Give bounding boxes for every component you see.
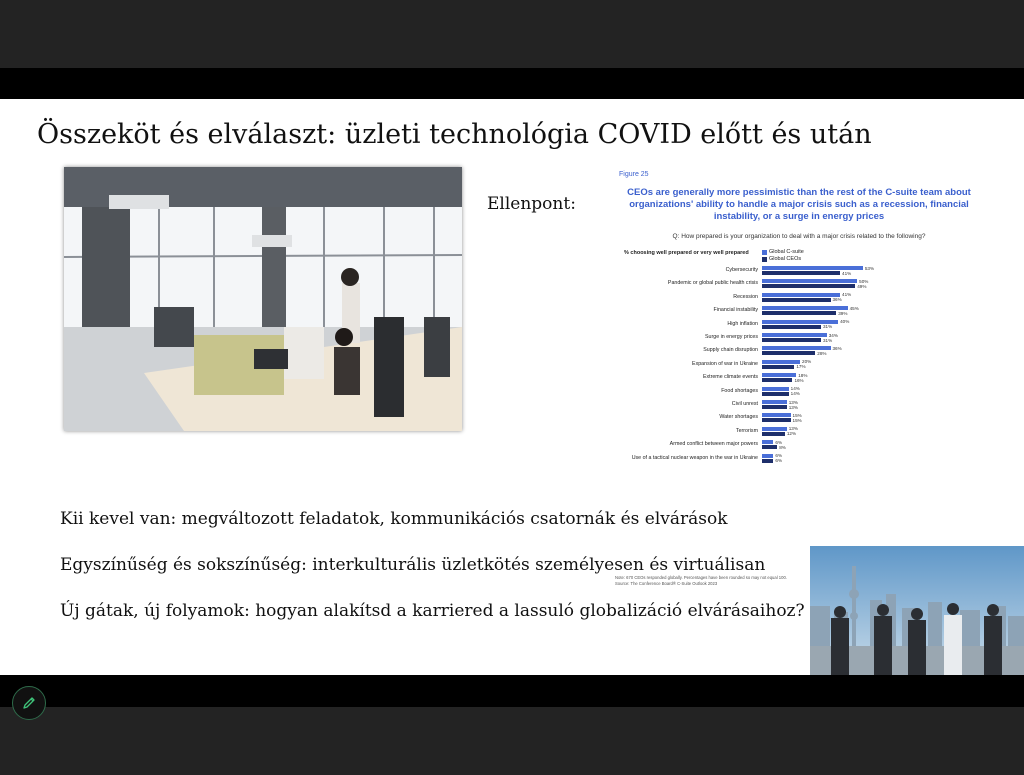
bar-value-label: 53% bbox=[864, 265, 875, 271]
bar-c-suite bbox=[762, 279, 857, 283]
bar-ceos bbox=[762, 298, 831, 302]
bar-ceos bbox=[762, 418, 791, 422]
bar-c-suite bbox=[762, 360, 800, 364]
bar-value-label: 34% bbox=[828, 332, 838, 338]
bar-c-suite bbox=[762, 266, 863, 270]
business-people-skyline-photo bbox=[810, 546, 1024, 675]
bar-c-suite bbox=[762, 320, 838, 324]
category-label: Financial instability bbox=[713, 307, 758, 314]
chart-note bbox=[615, 575, 787, 587]
bar-c-suite bbox=[762, 346, 831, 350]
bar-c-suite bbox=[762, 454, 773, 458]
bar-value-label: 50% bbox=[859, 278, 869, 284]
chart-question: Q: How prepared is your organization to deal with a major crisis related to the following? bbox=[672, 233, 926, 240]
chart-source-text: Source: The Conference Board® C-Suite Outlook 2023 bbox=[615, 581, 718, 586]
category-label: Supply chain disruption bbox=[703, 347, 758, 354]
bar-c-suite bbox=[762, 293, 840, 297]
bullet-3: Új gátak, új folyamok: hogyan alakítsd a karriered a lassuló globalizáció elvárásaihoz? bbox=[60, 601, 805, 621]
category-label: Extreme climate events bbox=[702, 374, 758, 381]
category-label: Cybersecurity bbox=[725, 267, 758, 273]
bar-value-label: 13% bbox=[788, 399, 798, 405]
bar-value-label: 20% bbox=[802, 359, 812, 365]
counterpoint-label: Ellenpont: bbox=[487, 194, 576, 214]
letterbox-bottom bbox=[0, 675, 1024, 707]
category-label: Recession bbox=[733, 293, 758, 300]
category-label: Pandemic or global public health crisis bbox=[667, 280, 758, 287]
bar-value-label: 8% bbox=[779, 444, 786, 450]
top-bar bbox=[0, 0, 1024, 68]
bar-c-suite bbox=[762, 387, 789, 391]
bar-value-label: 49% bbox=[857, 283, 867, 289]
bar-ceos bbox=[762, 392, 789, 396]
category-label: Food shortages bbox=[721, 387, 758, 394]
bar-c-suite bbox=[762, 413, 791, 417]
category-label: Expansion of war in Ukraine bbox=[692, 360, 758, 367]
bar-value-label: 6% bbox=[775, 439, 783, 445]
slide-title: Összeköt és elválaszt: üzleti technológia COVID előtt és után bbox=[37, 119, 872, 150]
bar-value-label: 14% bbox=[790, 391, 800, 397]
bar-ceos bbox=[762, 405, 787, 409]
bar-value-label: 6% bbox=[775, 458, 783, 464]
bar-ceos bbox=[762, 432, 785, 436]
category-label: Terrorism bbox=[735, 427, 758, 434]
legend-label-c-suite: Global C-suite bbox=[769, 249, 804, 255]
bar-ceos bbox=[762, 445, 777, 449]
bar-ceos bbox=[762, 271, 840, 275]
category-label: High inflation bbox=[727, 320, 758, 327]
edit-button[interactable] bbox=[12, 686, 46, 720]
bar-value-label: 36% bbox=[832, 297, 842, 303]
figure-label: Figure 25 bbox=[619, 171, 649, 178]
crisis-preparedness-chart bbox=[613, 169, 985, 586]
bar-value-label: 36% bbox=[832, 345, 842, 351]
legend-swatch-c-suite bbox=[762, 250, 767, 255]
bar-value-label: 18% bbox=[798, 372, 808, 378]
bar-value-label: 39% bbox=[838, 310, 848, 316]
bar-value-label: 40% bbox=[840, 319, 850, 325]
bar-c-suite bbox=[762, 306, 848, 310]
bar-value-label: 6% bbox=[775, 453, 783, 459]
chart-headline: CEOs are generally more pessimistic than the rest of the C-suite team about organizations' ability to handle a major crisis such as a recession, financial instability, or a surge in energy prices bbox=[627, 187, 971, 222]
category-label: Surge in energy prices bbox=[705, 334, 758, 340]
bar-c-suite bbox=[762, 373, 796, 377]
category-label: Civil unrest bbox=[731, 401, 758, 407]
bar-ceos bbox=[762, 284, 855, 288]
bullet-1: Kii kevel van: megváltozott feladatok, kommunikációs csatornák és elvárások bbox=[60, 509, 728, 529]
bar-value-label: 17% bbox=[796, 364, 806, 370]
bar-c-suite bbox=[762, 440, 773, 444]
bar-value-label: 41% bbox=[842, 270, 852, 276]
bar-ceos bbox=[762, 325, 821, 329]
pencil-icon bbox=[22, 696, 36, 710]
bar-ceos bbox=[762, 338, 821, 342]
bar-c-suite bbox=[762, 333, 827, 337]
bullet-2: Egyszínűség és sokszínűség: interkulturális üzletkötés személyesen és virtuálisan bbox=[60, 555, 766, 575]
category-label: Armed conflict between major powers bbox=[669, 441, 758, 448]
presentation-slide bbox=[0, 99, 1024, 675]
bar-c-suite bbox=[762, 427, 787, 431]
bar-c-suite bbox=[762, 400, 787, 404]
letterbox-top bbox=[0, 68, 1024, 99]
bar-value-label: 15% bbox=[792, 412, 802, 418]
bar-ceos bbox=[762, 378, 792, 382]
legend-swatch-ceos bbox=[762, 257, 767, 262]
bar-ceos bbox=[762, 459, 773, 463]
bar-value-label: 14% bbox=[790, 386, 800, 392]
category-label: Water shortages bbox=[719, 414, 758, 421]
chart-y-label: % choosing well prepared or very well prepared bbox=[624, 250, 749, 256]
bar-value-label: 31% bbox=[822, 337, 833, 343]
bar-ceos bbox=[762, 351, 815, 355]
bar-ceos bbox=[762, 311, 836, 315]
chart-note-text: Note: 670 CEOs responded globally. Percentages have been rounded so may not equal 100. bbox=[615, 575, 787, 580]
bar-value-label: 12% bbox=[786, 431, 797, 437]
bar-value-label: 28% bbox=[817, 350, 827, 356]
bar-value-label: 16% bbox=[794, 377, 804, 383]
bar-value-label: 13% bbox=[788, 404, 798, 410]
bar-ceos bbox=[762, 365, 794, 369]
bar-value-label: 15% bbox=[792, 417, 802, 423]
category-label: Use of a tactical nuclear weapon in the war in Ukraine bbox=[631, 454, 758, 461]
office-photo bbox=[64, 167, 462, 431]
bar-value-label: 31% bbox=[822, 324, 833, 330]
bar-value-label: 41% bbox=[842, 292, 852, 298]
legend-label-ceos: Global CEOs bbox=[769, 256, 802, 262]
bar-value-label: 13% bbox=[788, 426, 798, 432]
bar-value-label: 45% bbox=[849, 305, 859, 311]
